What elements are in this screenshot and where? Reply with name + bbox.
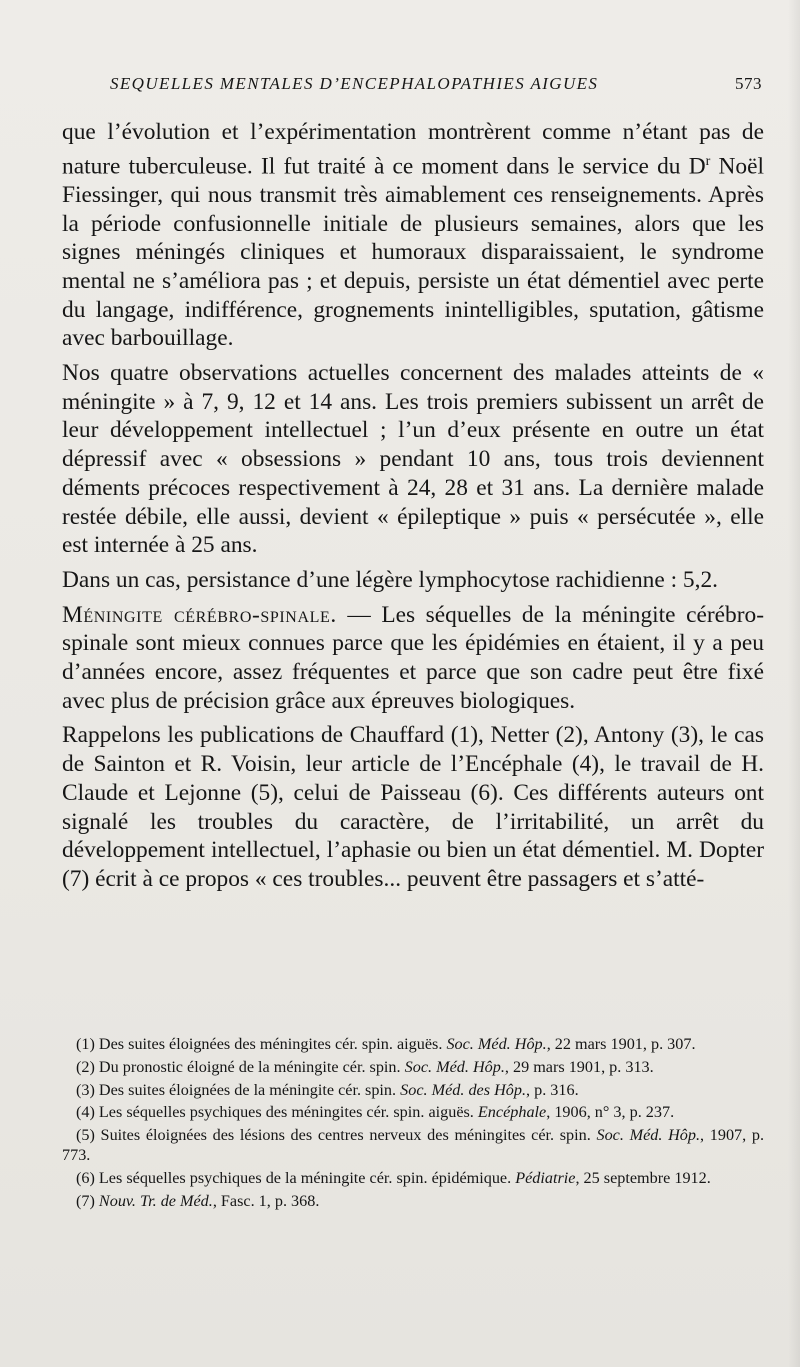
paragraph-1-text-end: Noël Fiessinger, qui nous transmit très aimablement ces renseignements. Après la période confusionnelle initiale de plusieurs semaines, alors que les signes méningés cliniques et humoraux disparaissaient, le syndrome mental ne s’améliora pas ; et depuis, persiste un état démentiel avec perte du langage, indifférence, grognements inintelligibles, sputation, gâtisme avec barbouillage. [62,153,764,352]
footnote-2: (2) Du pronostic éloigné de la méningite cér. spin. Soc. Méd. Hôp., 29 mars 1901, p. 313. [76,1057,654,1076]
footnote-1: (1) Des suites éloignées des méningites cér. spin. aiguës. Soc. Méd. Hôp., 22 mars 1901, p. 307. [76,1035,696,1053]
paragraph-2 [62,359,764,560]
footnotes [62,1034,764,1214]
paragraph-4 [62,601,764,716]
footnote-6: (6) Les séquelles psychiques de la méningite cér. spin. épidémique. Pédiatrie, 25 septembre 1912. [76,1169,711,1188]
running-head-title: SEQUELLES MENTALES D’ENCEPHALOPATHIES AIGUES [110,74,599,93]
paragraph-1 [62,118,764,353]
page-number: 573 [735,74,762,93]
footnote-4: (4) Les séquelles psychiques des méningites cér. spin. aiguës. Encéphale, 1906, n° 3, p. 237. [76,1103,675,1122]
paragraph-1-text-start: que l’évolution et l’expérimentation montrèrent comme n’étant pas de nature tuberculeuse. Il fut traité à ce moment dans le service du D [62,119,764,180]
superscript-r: r [705,152,711,169]
body-text [62,118,764,900]
paragraph-2-text: Nos quatre observations actuelles concernent des malades atteints de « méningite » à 7, 9, 12 et 14 ans. Les trois premiers subissent un arrêt de leur développement intellectuel ; l’un d’eux présente en outre un état dépressif avec « obsessions » pendant 10 ans, tous trois deviennent déments précoces respectivement à 24, 28 et 31 ans. La dernière malade restée débile, elle aussi, devient « épileptique » puis « persécutée », elle est internée à 25 ans. [62,360,764,559]
paragraph-3-text: Dans un cas, persistance d’une légère lymphocytose rachidienne : 5,2. [62,566,719,593]
paragraph-5 [62,721,764,893]
paragraph-3 [62,566,764,595]
footnote-7: (7) Nouv. Tr. de Méd., Fasc. 1, p. 368. [76,1192,320,1211]
section-heading-meningite: Méningite cérébro-spinale. [62,601,337,628]
page-edge-shadow [788,0,800,1367]
running-head [62,74,764,98]
paragraph-5-text: Rappelons les publications de Chauffard (1), Netter (2), Antony (3), le cas de Sainton et R. Voisin, leur article de l’Encéphale (4), le travail de H. Claude et Lejonne (5), celui de Paisseau (6). Ces différents auteurs ont signalé les troubles du caractère, de l’irritabilité, un arrêt du développement intellectuel, l’aphasie ou bien un état démentiel. M. Dopter (7) écrit à ce propos « ces troubles... peuvent être passagers et s’atté- [62,722,764,892]
footnote-3: (3) Des suites éloignées de la méningite cér. spin. Soc. Méd. des Hôp., p. 316. [76,1080,579,1099]
paragraph-4-text: — Les séquelles de la méningite cérébro-spinale sont mieux connues parce que les épidémies en étaient, il y a peu d’années encore, assez fréquentes et parce que son cadre peut être fixé avec plus de précision grâce aux épreuves biologiques. [62,601,764,714]
footnote-5: (5) Suites éloignées des lésions des centres nerveux des méningites cér. spin. Soc. Méd. Hôp., 1907, p. 773. [62,1126,764,1165]
